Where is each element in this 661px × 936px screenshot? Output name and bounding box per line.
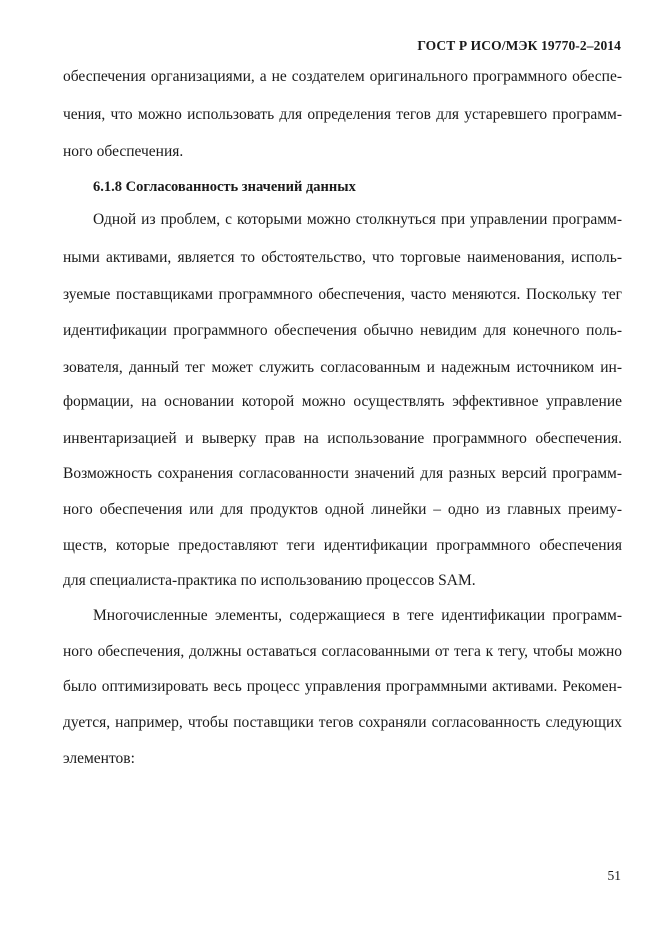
text-line: ными активами, является то обстоятельство, что торговые наименования, исполь-	[63, 249, 622, 266]
text-line: чения, что можно использовать для определения тегов для устаревшего программ-	[63, 106, 622, 123]
text-line: для специалиста-практика по использованию процессов SAM.	[63, 572, 476, 589]
section-heading: 6.1.8 Согласованность значений данных	[93, 179, 356, 195]
text-line: Многочисленные элементы, содержащиеся в теге идентификации программ-	[93, 607, 622, 624]
text-line: ного обеспечения или для продуктов одной линейки – одно из главных преиму-	[63, 501, 622, 518]
text-line: Одной из проблем, с которыми можно столкнуться при управлении программ-	[93, 211, 622, 228]
text-line: Возможность сохранения согласованности значений для разных версий программ-	[63, 465, 622, 482]
text-line: идентификации программного обеспечения обычно невидим для конечного поль-	[63, 322, 622, 339]
page-number: 51	[607, 868, 621, 883]
text-line: формации, на основании которой можно осуществлять эффективное управление	[63, 393, 622, 410]
text-line: элементов:	[63, 750, 135, 767]
text-line: ного обеспечения, должны оставаться согласованными от тега к тегу, чтобы можно	[63, 643, 622, 660]
text-line: зуемые поставщиками программного обеспечения, часто меняются. Поскольку тег	[63, 286, 622, 303]
text-line: дуется, например, чтобы поставщики тегов сохраняли согласованность следующих	[63, 714, 622, 731]
text-line: ного обеспечения.	[63, 143, 184, 160]
text-line: было оптимизировать весь процесс управления программными активами. Рекомен-	[63, 678, 622, 695]
standard-code-header: ГОСТ Р ИСО/МЭК 19770-2–2014	[417, 38, 621, 53]
text-line: зователя, данный тег может служить согласованным и надежным источником ин-	[63, 359, 622, 376]
text-line: обеспечения организациями, а не создателем оригинального программного обеспе-	[63, 68, 622, 85]
text-line: инвентаризацией и выверку прав на использование программного обеспечения.	[63, 430, 622, 447]
text-line: ществ, которые предоставляют теги идентификации программного обеспечения	[63, 537, 622, 554]
